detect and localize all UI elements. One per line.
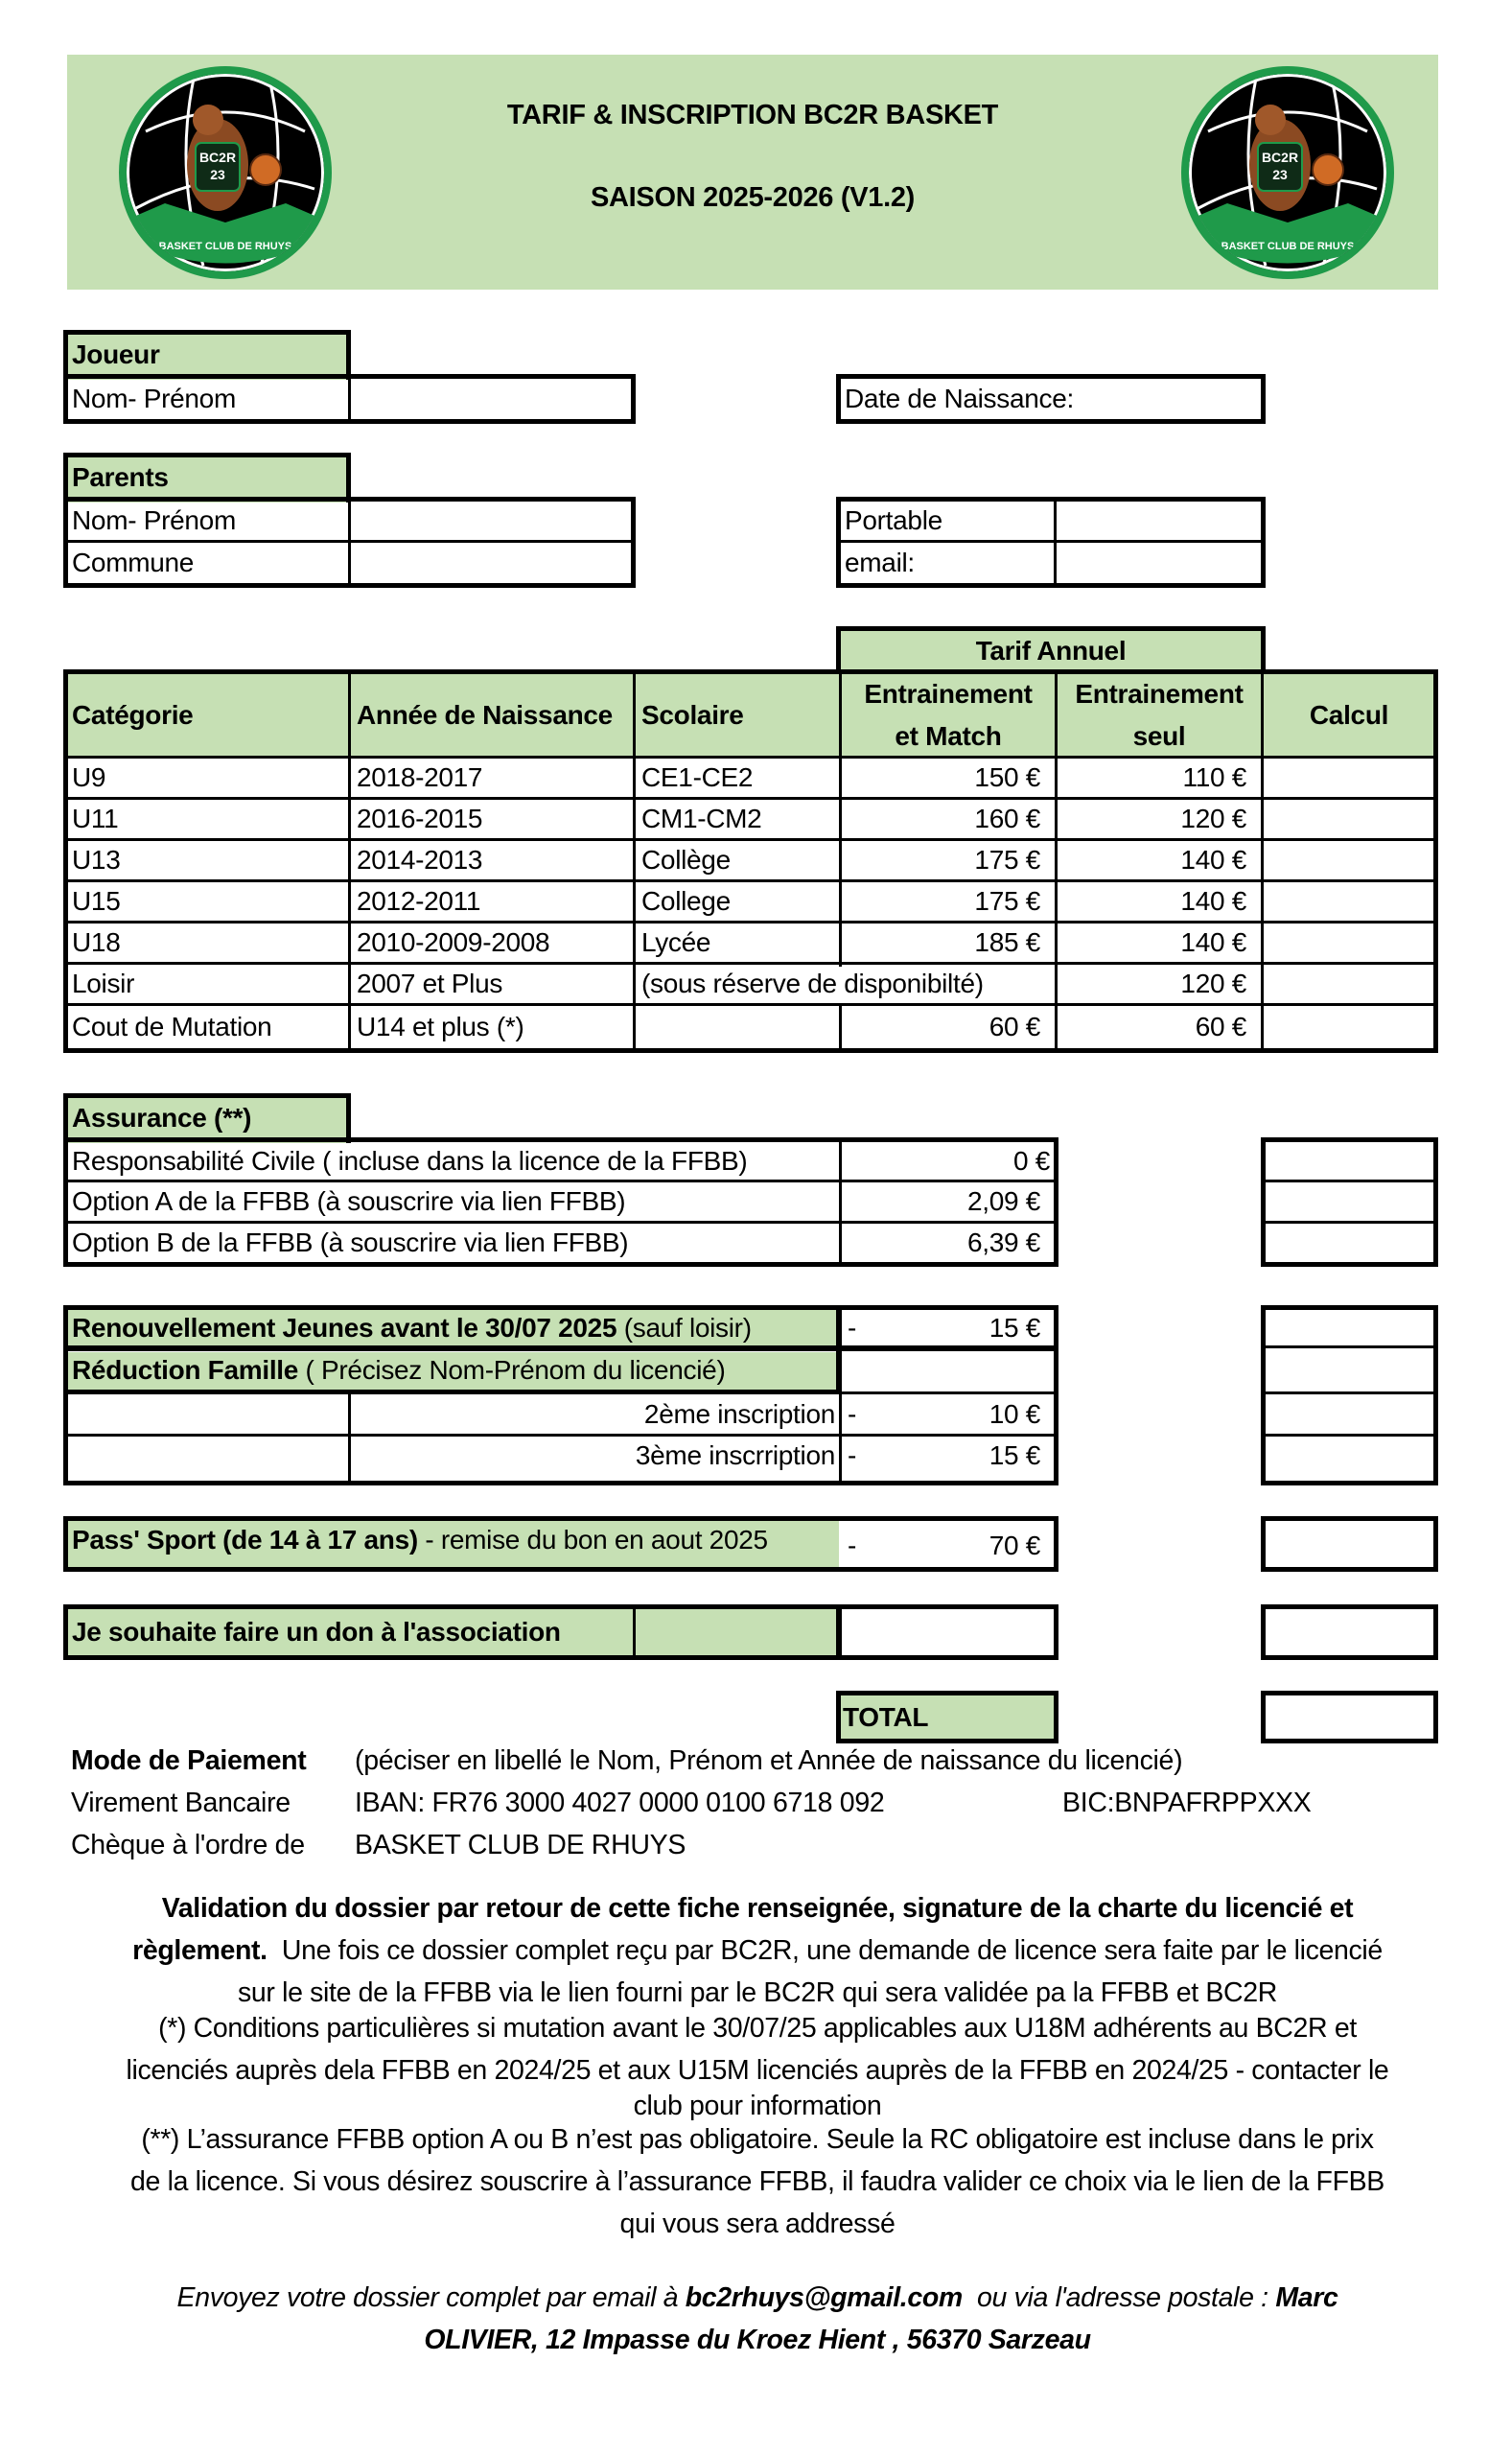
- assurance-note: (**) L’assurance FFBB option A ou B n’est pas obligatoire. Seule la RC obligatoire est incluse dans le prix de la licence. Si vous désirez souscrire à l’assurance FFBB, il faudra valider ce choix via le lien de la FFBB qui vous sera addressé: [130, 2124, 1384, 2239]
- portable-label: Portable: [845, 505, 942, 535]
- col-categorie: Catégorie: [72, 699, 194, 730]
- paiement-title: Mode de Paiement: [71, 1745, 307, 1776]
- famille-name-input[interactable]: [68, 1394, 348, 1434]
- calcul-input[interactable]: [1266, 1310, 1433, 1345]
- iban-value: IBAN: FR76 3000 4027 0000 0100 6718 092: [355, 1788, 885, 1818]
- col-scolaire: Scolaire: [641, 699, 744, 730]
- cheque-value: BASKET CLUB DE RHUYS: [355, 1830, 686, 1860]
- col-entrainement-seul: Entrainement seul: [1075, 678, 1244, 751]
- don-amount-input[interactable]: [843, 1609, 1054, 1655]
- postal-address: OLIVIER, 12 Impasse du Kroez Hient , 56370 Sarzeau: [424, 2325, 1091, 2355]
- calcul-input[interactable]: [1266, 1348, 1433, 1391]
- svg-text:BC2R: BC2R: [1261, 150, 1299, 165]
- parents-commune-label: Commune: [72, 548, 195, 577]
- page-title: TARIF & INSCRIPTION BC2R BASKET: [506, 100, 999, 130]
- joueur-section-label: Joueur: [72, 339, 160, 369]
- bic-value: BIC:BNPAFRPPXXX: [1062, 1788, 1312, 1818]
- joueur-name-label: Nom- Prénom: [72, 384, 236, 413]
- calcul-input[interactable]: [1266, 1521, 1433, 1567]
- svg-text:23: 23: [1272, 167, 1288, 182]
- renouvellement-label: Renouvellement Jeunes avant le 30/07 2025 (sauf loisir): [72, 1312, 752, 1343]
- calcul-input[interactable]: [1265, 924, 1433, 962]
- parents-name-input[interactable]: [352, 502, 630, 540]
- don-label: Je souhaite faire un don à l'association: [72, 1617, 561, 1647]
- validation-note: Validation du dossier par retour de cette fiche renseignée, signature de la charte du licencié et règlement. Une fois ce dossier complet reçu par BC2R, une demande de licence sera faite par le licencié sur le site de la FFBB via le lien fourni par le BC2R qui sera validée pa la FFBB et BC2R: [132, 1893, 1383, 2008]
- calcul-input[interactable]: [1266, 1437, 1433, 1481]
- email-input[interactable]: [1058, 543, 1259, 583]
- birthdate-input[interactable]: [840, 379, 1258, 419]
- assurance-section-label: Assurance (**): [72, 1103, 252, 1133]
- paiement-note: (péciser en libellé le Nom, Prénom et Année de naissance du licencié): [355, 1745, 1183, 1776]
- tarif-annuel-label: Tarif Annuel: [975, 636, 1127, 666]
- reduction-famille-label: Réduction Famille ( Précisez Nom-Prénom du licencié): [72, 1355, 726, 1385]
- calcul-input[interactable]: [1265, 759, 1433, 797]
- parents-commune-input[interactable]: [352, 543, 630, 583]
- col-entrainement-match: Entrainement et Match: [864, 678, 1033, 751]
- calcul-input[interactable]: [1265, 800, 1433, 838]
- total-value: [1266, 1695, 1433, 1739]
- virement-label: Virement Bancaire: [71, 1788, 291, 1818]
- calcul-input[interactable]: [1266, 1224, 1433, 1262]
- svg-text:23: 23: [210, 167, 225, 182]
- pass-sport-label: Pass' Sport (de 14 à 17 ans) - remise du bon en aout 2025: [72, 1525, 768, 1555]
- parents-name-label: Nom- Prénom: [72, 505, 236, 535]
- calcul-input[interactable]: [1266, 1182, 1433, 1221]
- parents-section-label: Parents: [72, 462, 169, 492]
- col-calcul: Calcul: [1309, 699, 1389, 730]
- calcul-input[interactable]: [1266, 1142, 1433, 1180]
- club-logo-left: [119, 66, 332, 279]
- col-annee-naissance: Année de Naissance: [357, 699, 613, 730]
- season-subtitle: SAISON 2025-2026 (V1.2): [590, 182, 916, 213]
- envoi-note: Envoyez votre dossier complet par email à bc2rhuys@gmail.com ou via l'adresse postale : Marc OLIVIER, 12 Impasse du Kroez Hient , 56370 Sarzeau: [67, 2277, 1448, 2361]
- birthdate-label: Date de Naissance:: [845, 384, 1074, 413]
- svg-text:BASKET CLUB DE RHUYS: BASKET CLUB DE RHUYS: [158, 241, 292, 252]
- joueur-name-input[interactable]: [352, 379, 630, 419]
- total-label: TOTAL: [843, 1701, 929, 1732]
- calcul-input[interactable]: [1265, 882, 1433, 921]
- famille-name-input[interactable]: [68, 1437, 348, 1481]
- email-label: email:: [845, 548, 915, 577]
- header-band: [67, 55, 1438, 290]
- calcul-input[interactable]: [1266, 1609, 1433, 1655]
- svg-text:BC2R: BC2R: [198, 150, 237, 165]
- calcul-input[interactable]: [1265, 841, 1433, 879]
- club-logo-right: [1181, 66, 1394, 279]
- svg-text:BASKET CLUB DE RHUYS: BASKET CLUB DE RHUYS: [1221, 241, 1355, 252]
- portable-input[interactable]: [1058, 502, 1259, 540]
- calcul-input[interactable]: [1266, 1394, 1433, 1434]
- calcul-input[interactable]: [1265, 1006, 1433, 1048]
- mutation-note: (*) Conditions particulières si mutation avant le 30/07/25 applicables aux U18M adhérents au BC2R et licenciés auprès dela FFBB en 2024/25 et aux U15M licenciés auprès de la FFBB en 2024/25 - contacter le club pour information: [126, 2013, 1389, 2121]
- cheque-label: Chèque à l'ordre de: [71, 1830, 305, 1860]
- calcul-input[interactable]: [1265, 965, 1433, 1003]
- email-link[interactable]: bc2rhuys@gmail.com: [685, 2282, 963, 2313]
